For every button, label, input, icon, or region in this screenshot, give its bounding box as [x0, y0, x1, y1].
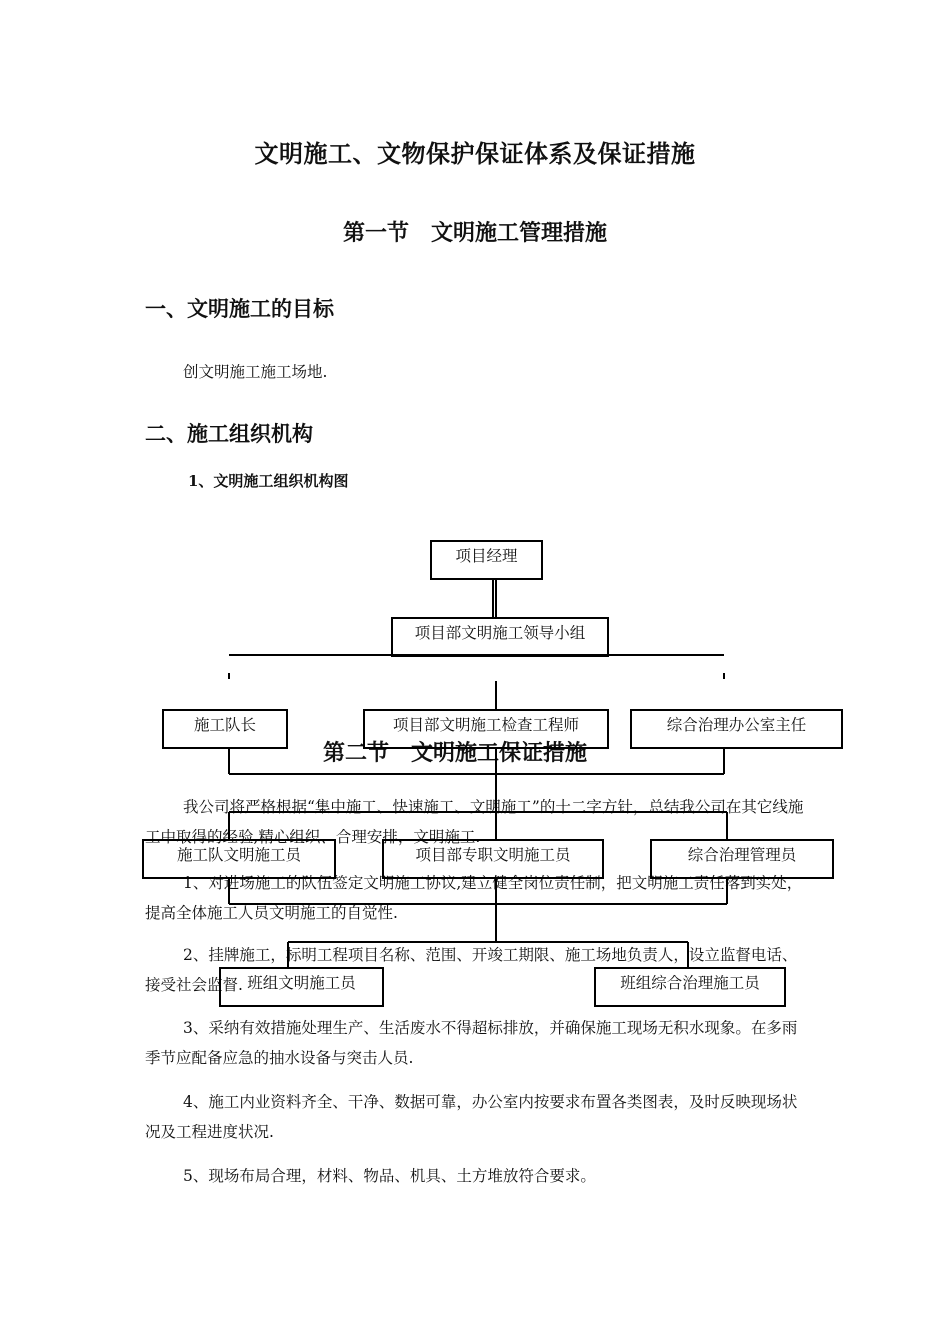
goal-text: 创文明施工施工场地. — [183, 363, 328, 381]
org-box-governance-staff: 综合治理管理员 — [650, 839, 834, 879]
paragraph-1: 1、对进场施工的队伍签定文明施工协议,建立健全岗位责任制，把文明施工责任落到实处，提高全体施工人员文明施工的自觉性. — [145, 874, 803, 922]
section2-title: 第二节 文明施工保证措施 — [322, 740, 587, 766]
paragraph-3: 3、采纳有效措施处理生产、生活废水不得超标排放，并确保施工现场无积水现象。在多雨季节应配备应急的抽水设备与突击人员. — [145, 1019, 798, 1067]
org-box-leader-group: 项目部文明施工领导小组 — [391, 617, 609, 657]
heading-organization: 二、施工组织机构 — [145, 421, 313, 446]
org-box-team-staff: 施工队文明施工员 — [142, 839, 336, 879]
org-box-dept-staff: 项目部专职文明施工员 — [382, 839, 604, 879]
org-box-inspector: 项目部文明施工检查工程师 — [363, 709, 609, 749]
org-box-project-manager: 项目经理 — [430, 540, 543, 580]
heading-goal: 一、文明施工的目标 — [145, 296, 334, 321]
org-box-team-leader: 施工队长 — [162, 709, 288, 749]
chart-caption: 1、文明施工组织机构图 — [188, 472, 349, 490]
paragraph-5: 5、现场布局合理，材料、物品、机具、土方堆放符合要求。 — [183, 1167, 596, 1185]
document-title: 文明施工、文物保护保证体系及保证措施 — [254, 139, 696, 168]
org-box-group-governance: 班组综合治理施工员 — [594, 967, 786, 1007]
paragraph-intro: 我公司将严格根据“集中施工、快速施工、文明施工”的十二字方针，总结我公司在其它线施工中取得的经验,精心组织、合理安排，文明施工. — [145, 798, 804, 846]
org-box-office-director: 综合治理办公室主任 — [630, 709, 843, 749]
section1-title: 第一节 文明施工管理措施 — [342, 220, 607, 246]
paragraph-4: 4、施工内业资料齐全、干净、数据可靠，办公室内按要求布置各类图表，及时反映现场状况及工程进度状况. — [145, 1093, 798, 1141]
org-box-group-staff: 班组文明施工员 — [219, 967, 384, 1007]
paragraph-2: 2、挂牌施工，标明工程项目名称、范围、开竣工期限、施工场地负责人，设立监督电话、接受社会监督. — [145, 946, 798, 994]
